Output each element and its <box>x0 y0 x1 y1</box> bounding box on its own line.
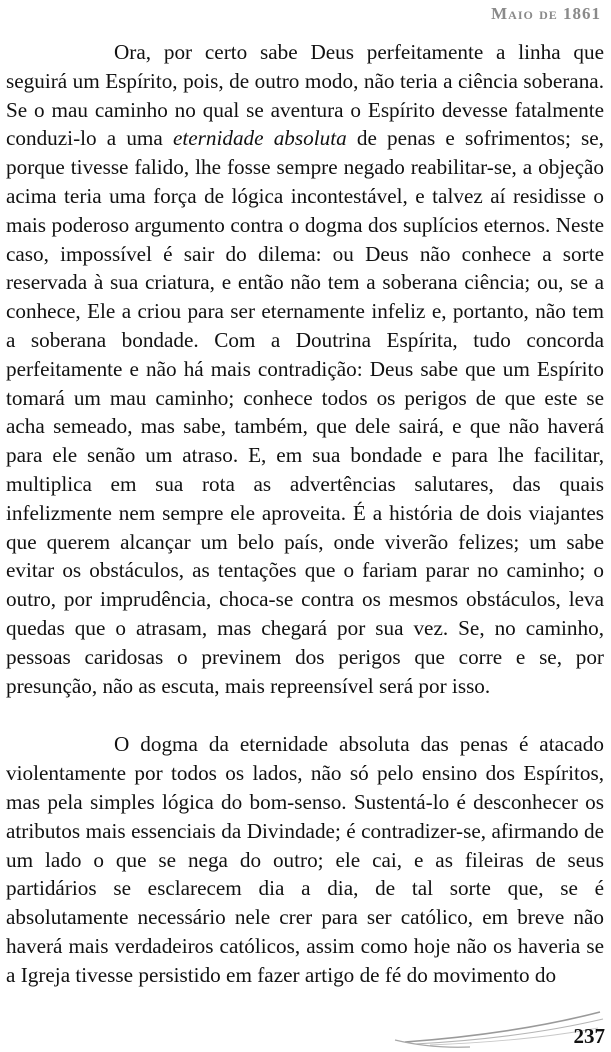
page-body <box>6 38 604 990</box>
running-head: Maio de 1861 <box>491 4 601 23</box>
emphasis-eternidade-absoluta: eternidade absoluta <box>172 126 347 151</box>
swoosh-ornament-icon <box>0 1008 611 1052</box>
page-footer <box>0 1008 611 1052</box>
page-number: 237 <box>573 1024 605 1048</box>
paragraph-1 <box>6 38 604 700</box>
paragraph-1-text-start: Ora, por certo sabe Deus perfeitamente a linha que seguirá um Espírito, pois, de outro modo, não teria a ciência soberana. Se o mau caminho no qual se aventura o Espírito devesse fatalmente conduzi-lo a uma <box>6 40 604 151</box>
paragraph-2: O dogma da eternidade absoluta das penas é atacado violentamente por todos os lados, não só pelo ensino dos Espíritos, mas pela simples lógica do bom-senso. Sustentá-lo é desconhecer os atributos mais essenciais da Divindade; é contradizer-se, afirmando de um lado o que se nega do outro; ele cai, e as fileiras de seus partidários se esclarecem dia a dia, de tal sorte que, se é absolutamente necessário nele crer para ser católico, em breve não haverá mais verdadeiros católicos, assim como hoje não os haveria se a Igreja tivesse persistido em fazer artigo de fé do movimento do <box>6 732 604 987</box>
paragraph-1-text-end: de penas e sofrimentos; se, porque tivesse falido, lhe fosse sempre negado reabilitar-se, a objeção acima teria uma força de lógica incontestável, e talvez aí residisse o mais poderoso argumento contra o dogma dos suplícios eternos. Neste caso, impossível é sair do dilema: ou Deus não conhece a sorte reservada à sua criatura, e então não tem a soberana ciência; ou, se a conhece, Ele a criou para ser eternamente infeliz e, portanto, não tem a soberana bondade. Com a Doutrina Espírita, tudo concorda perfeitamente e não há mais contradição: Deus sabe que um Espírito tomará um mau caminho; conhece todos os perigos de que este se acha semeado, mas sabe, também, que dele sairá, e que não haverá para ele senão um atraso. E, em sua bondade e para lhe facilitar, multiplica em sua rota as advertências salutares, das quais infelizmente nem sempre ele aproveita. É a história de dois viajantes que querem alcançar um belo país, onde viverão felizes; um sabe evitar os obstáculos, as tentações que o fariam parar no caminho; o outro, por imprudência, choca-se contra os mesmos obstáculos, leva quedas que o atrasam, mas chegará por sua vez. Se, no caminho, pessoas caridosas o previnem dos perigos que corre e se, por presunção, não as escuta, mais repreensível será por isso. <box>6 126 604 698</box>
